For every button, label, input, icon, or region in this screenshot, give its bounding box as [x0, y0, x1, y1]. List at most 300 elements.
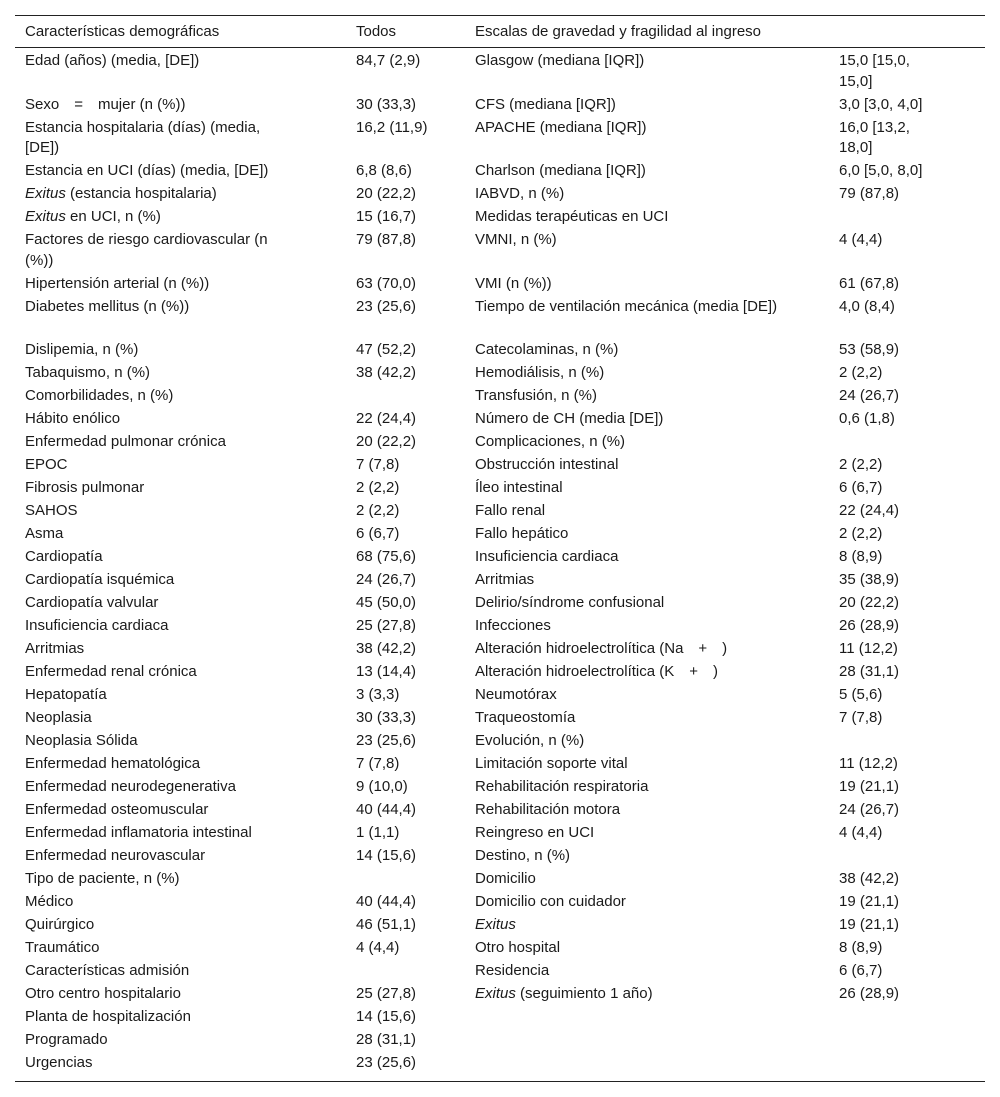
row-label: [475, 662, 785, 683]
row-label: [25, 409, 295, 430]
row-value: 20 (22,2): [839, 594, 900, 612]
row-value: 5 (5,6): [839, 686, 883, 703]
row-label: [25, 432, 295, 453]
row-label: [475, 432, 785, 453]
table-row: [25, 524, 485, 545]
row-label: [475, 409, 785, 430]
table-row: [25, 708, 485, 729]
table-row: [25, 340, 485, 361]
row-value: 2 (2,2): [839, 456, 883, 474]
row-label: [475, 478, 785, 499]
row-label: [475, 800, 785, 821]
table-row: [475, 161, 985, 182]
row-label: [25, 274, 295, 295]
row-label: [25, 118, 295, 159]
row-label: [25, 1007, 295, 1028]
table-row: [475, 207, 985, 228]
table-row: [475, 639, 985, 660]
row-label: [25, 593, 295, 614]
row-label: [475, 51, 785, 72]
row-value: 30 (33,3): [356, 95, 417, 113]
table-row: [475, 547, 985, 568]
row-label-text: Neoplasia Sólida: [25, 731, 138, 749]
table-row: [475, 230, 985, 271]
table-row: [475, 297, 985, 338]
row-label: [25, 1053, 295, 1074]
row-label-text: Edad (años) (media, [DE]): [25, 52, 200, 69]
table-row: [475, 662, 985, 683]
row-label: [475, 524, 785, 545]
row-label-text: en UCI, n (%): [65, 208, 161, 226]
table-row: [475, 570, 985, 591]
row-label: [25, 95, 295, 116]
table-row: [25, 1007, 485, 1028]
row-value: 11 (12,2): [839, 640, 898, 658]
row-label: [475, 386, 785, 407]
row-label-text: Hábito enólico: [25, 410, 121, 428]
row-label: [475, 118, 785, 139]
row-label: [475, 984, 785, 1005]
row-label-text: Neoplasia: [25, 708, 92, 726]
row-value: 16,2 (11,9): [356, 118, 428, 136]
table-row: [475, 984, 985, 1005]
row-label-text: Quirúrgico: [25, 915, 95, 933]
row-label: [475, 616, 785, 637]
row-label: [475, 274, 785, 295]
row-value: 26 (28,9): [839, 984, 900, 1002]
row-label: [25, 455, 295, 476]
row-value: 53 (58,9): [839, 341, 900, 359]
row-value: 1 (1,1): [356, 823, 400, 841]
row-label-text: Cardiopatía isquémica: [25, 571, 175, 589]
row-value: 2 (2,2): [839, 364, 883, 382]
table-row: [25, 184, 485, 205]
row-label-text: Tabaquismo, n (%): [25, 364, 151, 382]
row-label: [475, 754, 785, 775]
row-label: [475, 501, 785, 522]
row-label-text: Tipo de paciente, n (%): [25, 869, 180, 887]
row-label-text: Estancia en UCI (días) (media, [DE]): [25, 162, 269, 180]
row-label-text: Insuficiencia cardiaca: [475, 548, 619, 566]
table-row: [475, 800, 985, 821]
table-row: [475, 846, 985, 867]
row-label: [475, 547, 785, 568]
row-label: [475, 685, 785, 706]
row-value: 19 (21,1): [839, 777, 900, 795]
row-label: [25, 731, 295, 752]
table-row: [475, 616, 985, 637]
row-label: [475, 846, 785, 867]
row-value: 0,6 (1,8): [839, 410, 895, 428]
row-value: 28 (31,1): [839, 663, 900, 681]
row-value: 6,0 [5,0, 8,0]: [839, 162, 923, 180]
row-value: 6 (6,7): [839, 479, 883, 497]
row-label: [25, 478, 295, 499]
row-label: [25, 800, 295, 821]
table-row: [475, 95, 985, 116]
row-label: [25, 363, 295, 384]
table-row: [475, 455, 985, 476]
row-label: [25, 386, 295, 407]
table-row: [25, 938, 485, 959]
row-value: 23 (25,6): [356, 731, 417, 749]
table-row: [475, 118, 985, 159]
row-label: [25, 616, 295, 637]
row-label-text: Alteración hidroelectrolítica (Na + ): [475, 640, 728, 658]
row-label-text: VMNI, n (%): [475, 231, 557, 249]
row-value: 14 (15,6): [356, 1007, 417, 1025]
row-label-text: Urgencias: [25, 1053, 93, 1071]
row-label-text: Fibrosis pulmonar: [25, 479, 145, 497]
row-value: 61 (67,8): [839, 274, 900, 292]
left-column: [25, 51, 485, 1076]
row-label-text: Arritmias: [475, 571, 535, 589]
row-label-text: Programado: [25, 1030, 108, 1048]
row-label-text: Sexo = mujer (n (%)): [25, 95, 186, 113]
row-label: [25, 184, 295, 205]
row-label: [25, 501, 295, 522]
row-label: [475, 184, 785, 205]
table-row: [25, 455, 485, 476]
table-row: [25, 478, 485, 499]
row-value: 8 (8,9): [839, 938, 883, 956]
table-row: [475, 386, 985, 407]
row-value: 84,7 (2,9): [356, 52, 421, 69]
right-column: [475, 51, 985, 1007]
row-label-text: Íleo intestinal: [475, 479, 563, 497]
row-label-text: Limitación soporte vital: [475, 754, 628, 772]
row-value: 38 (42,2): [356, 364, 417, 382]
row-value: 3,0 [3,0, 4,0]: [839, 95, 923, 113]
table-row: [25, 593, 485, 614]
table-row: [25, 731, 485, 752]
table-row: [475, 184, 985, 205]
row-label-text: Enfermedad neurovascular: [25, 846, 206, 864]
row-value: 14 (15,6): [356, 846, 417, 864]
table-row: [25, 639, 485, 660]
row-value: 68 (75,6): [356, 548, 417, 566]
row-label-text: Cardiopatía: [25, 548, 103, 566]
row-label-text: Infecciones: [475, 617, 551, 635]
row-label: [475, 961, 785, 982]
row-label: [25, 846, 295, 867]
row-label-text: Traqueostomía: [475, 708, 576, 726]
table-row: [25, 800, 485, 821]
row-label-text: Enfermedad pulmonar crónica: [25, 433, 226, 451]
row-label-text: Enfermedad neurodegenerativa: [25, 777, 236, 795]
row-label-text: Catecolaminas, n (%): [475, 341, 619, 359]
row-label: [25, 547, 295, 568]
row-label: [25, 570, 295, 591]
row-label-text: Residencia: [475, 961, 550, 979]
table-row: [25, 616, 485, 637]
row-label-text: Planta de hospitalización: [25, 1007, 191, 1025]
row-label-text: (seguimiento 1 año): [515, 984, 653, 1002]
table-row: [25, 892, 485, 913]
table-row: [25, 363, 485, 384]
table-row: [475, 915, 985, 936]
row-label-text: Enfermedad osteomuscular: [25, 800, 209, 818]
row-label-text: Alteración hidroelectrolítica (K + ): [475, 663, 719, 681]
row-label: [475, 95, 785, 116]
row-label: [475, 230, 785, 251]
row-value: 28 (31,1): [356, 1030, 417, 1048]
row-value: 19 (21,1): [839, 915, 900, 933]
table-row: [25, 230, 485, 271]
row-label: [475, 455, 785, 476]
row-label-text: (estancia hospitalaria): [65, 185, 217, 203]
row-value: 15,0 [15,0, 15,0]: [839, 52, 910, 90]
row-value: 13 (14,4): [356, 663, 417, 681]
row-label-text: Arritmias: [25, 640, 85, 658]
table-row: [25, 685, 485, 706]
row-label-text: SAHOS: [25, 502, 78, 520]
row-label-text: Destino, n (%): [475, 846, 571, 864]
row-label-text: Enfermedad renal crónica: [25, 663, 197, 681]
row-label: [25, 524, 295, 545]
table-row: [25, 570, 485, 591]
row-label-text: Tiempo de ventilación mecánica (media [DE]): [475, 297, 778, 315]
row-label-text: Factores de riesgo cardiovascular (n (%)): [25, 231, 268, 269]
row-value: 6 (6,7): [356, 525, 400, 543]
row-value: 23 (25,6): [356, 297, 417, 315]
row-value: 2 (2,2): [356, 502, 400, 520]
row-value: 8 (8,9): [839, 548, 883, 566]
table-row: [475, 340, 985, 361]
row-label-text: Insuficiencia cardiaca: [25, 617, 169, 635]
table-row: [25, 501, 485, 522]
row-value: 20 (22,2): [356, 185, 417, 203]
row-label: [475, 731, 785, 752]
row-value: 7 (7,8): [356, 456, 400, 474]
row-value: 3 (3,3): [356, 686, 400, 703]
row-label-text: APACHE (mediana [IQR]): [475, 118, 647, 136]
row-label: [25, 892, 295, 913]
table-row: [475, 892, 985, 913]
table-row: [475, 432, 985, 453]
row-label-text: Complicaciones, n (%): [475, 433, 626, 451]
row-label-text: Obstrucción intestinal: [475, 456, 619, 474]
row-value: 9 (10,0): [356, 777, 408, 795]
row-label-text: VMI (n (%)): [475, 274, 552, 292]
table-row: [475, 478, 985, 499]
table-row: [475, 685, 985, 706]
row-label-text: EPOC: [25, 456, 68, 474]
row-label-text: Otro hospital: [475, 938, 561, 956]
row-label: [25, 754, 295, 775]
row-value: 15 (16,7): [356, 208, 417, 226]
row-label: [475, 639, 785, 660]
row-label: [475, 161, 785, 182]
row-label-text: Hipertensión arterial (n (%)): [25, 274, 210, 292]
row-label-text: Delirio/síndrome confusional: [475, 594, 665, 612]
table-row: [475, 593, 985, 614]
row-value: 23 (25,6): [356, 1053, 417, 1071]
row-label: [475, 363, 785, 384]
table-row: [475, 731, 985, 752]
row-label-text: Número de CH (media [DE]): [475, 410, 664, 428]
row-label: [25, 207, 295, 228]
row-value: 20 (22,2): [356, 433, 417, 451]
row-value: 4 (4,4): [356, 938, 400, 956]
table-row: [475, 869, 985, 890]
row-value: 6,8 (8,6): [356, 162, 412, 180]
row-value: 40 (44,4): [356, 892, 417, 910]
table-row: [475, 708, 985, 729]
row-value: 2 (2,2): [356, 479, 400, 497]
row-label-text: Enfermedad inflamatoria intestinal: [25, 823, 252, 841]
row-value: 25 (27,8): [356, 984, 417, 1002]
row-label: [25, 1030, 295, 1051]
row-label-text: Médico: [25, 892, 74, 910]
row-label: [475, 297, 785, 318]
row-value: 4,0 (8,4): [839, 297, 895, 315]
row-label-text: Dislipemia, n (%): [25, 341, 139, 359]
row-label: [475, 777, 785, 798]
table-row: [25, 118, 485, 159]
row-value: 63 (70,0): [356, 274, 417, 292]
table-row: [475, 501, 985, 522]
row-label: [25, 915, 295, 936]
row-label: [475, 708, 785, 729]
table-row: [475, 823, 985, 844]
row-value: 2 (2,2): [839, 525, 883, 543]
row-label: [25, 984, 295, 1005]
row-label-text: Traumático: [25, 938, 100, 956]
header-demographics: Características demográficas: [25, 23, 220, 40]
row-label: [25, 340, 295, 361]
row-label-text: Enfermedad hematológica: [25, 754, 201, 772]
row-value: 30 (33,3): [356, 708, 417, 726]
row-label: [25, 161, 295, 182]
table-row: [25, 984, 485, 1005]
row-label-text: Rehabilitación respiratoria: [475, 777, 649, 795]
row-label-text: Medidas terapéuticas en UCI: [475, 208, 669, 226]
row-label-text: Charlson (mediana [IQR]): [475, 162, 646, 180]
table-row: [25, 297, 485, 338]
table-row: [25, 409, 485, 430]
table-row: [25, 207, 485, 228]
row-label-text: Características admisión: [25, 961, 190, 979]
table-row: [25, 161, 485, 182]
table-row: [25, 915, 485, 936]
row-label: [25, 639, 295, 660]
table-row: [475, 961, 985, 982]
row-label-text: Domicilio: [475, 869, 536, 887]
table-row: [25, 846, 485, 867]
row-label-text: Estancia hospitalaria (días) (media, [DE]): [25, 118, 261, 157]
table-row: [25, 1030, 485, 1051]
row-label-text: CFS (mediana [IQR]): [475, 95, 616, 113]
table-row: [25, 1053, 485, 1074]
row-label-italic: Exitus: [475, 915, 516, 933]
row-label-text: Neumotórax: [475, 686, 557, 703]
row-label: [25, 938, 295, 959]
row-label: [475, 340, 785, 361]
row-label-text: Cardiopatía valvular: [25, 594, 159, 612]
table-row: [25, 777, 485, 798]
row-label: [475, 593, 785, 614]
row-label: [25, 961, 295, 982]
table-row: [475, 777, 985, 798]
row-label: [475, 892, 785, 913]
table-row: [475, 938, 985, 959]
table-row: [25, 961, 485, 982]
row-label: [25, 708, 295, 729]
table-header: [15, 15, 985, 48]
row-label-text: Hepatopatía: [25, 686, 107, 703]
row-label-italic: Exitus: [475, 984, 516, 1002]
row-label: [475, 869, 785, 890]
row-label: [25, 297, 295, 318]
table-row: [25, 432, 485, 453]
table-row: [25, 547, 485, 568]
row-value: 24 (26,7): [839, 800, 900, 818]
table-row: [475, 51, 985, 92]
row-label-text: Fallo renal: [475, 502, 546, 520]
table-row: [25, 662, 485, 683]
data-table: [15, 15, 985, 1082]
row-value: 35 (38,9): [839, 571, 900, 589]
header-all: Todos: [356, 23, 397, 40]
row-label-text: Reingreso en UCI: [475, 823, 595, 841]
row-label: [25, 51, 295, 72]
table-row: [25, 386, 485, 407]
row-value: 79 (87,8): [356, 231, 417, 249]
row-value: 19 (21,1): [839, 892, 900, 910]
row-value: 16,0 [13,2, 18,0]: [839, 118, 910, 157]
row-label-text: Hemodiálisis, n (%): [475, 364, 605, 382]
row-label: [475, 938, 785, 959]
table-row: [25, 754, 485, 775]
row-label-italic: Exitus: [25, 185, 66, 203]
row-label-text: Otro centro hospitalario: [25, 984, 181, 1002]
row-label-text: Rehabilitación motora: [475, 800, 621, 818]
table-row: [25, 869, 485, 890]
table-row: [475, 524, 985, 545]
row-value: 22 (24,4): [356, 410, 417, 428]
row-value: 22 (24,4): [839, 502, 900, 520]
table-row: [25, 823, 485, 844]
row-value: 38 (42,2): [839, 869, 900, 887]
row-value: 11 (12,2): [839, 754, 898, 772]
table-row: [475, 409, 985, 430]
row-value: 7 (7,8): [356, 754, 400, 772]
row-value: 24 (26,7): [356, 571, 417, 589]
row-label: [475, 207, 785, 228]
row-value: 4 (4,4): [839, 231, 883, 249]
row-value: 40 (44,4): [356, 800, 417, 818]
row-value: 45 (50,0): [356, 594, 417, 612]
row-label-italic: Exitus: [25, 208, 66, 226]
table-row: [25, 51, 485, 92]
row-label-text: Domicilio con cuidador: [475, 892, 626, 910]
row-label: [25, 685, 295, 706]
row-label-text: Comorbilidades, n (%): [25, 387, 174, 405]
row-value: 79 (87,8): [839, 185, 900, 203]
row-value: 24 (26,7): [839, 387, 900, 405]
row-label: [25, 777, 295, 798]
row-value: 38 (42,2): [356, 640, 417, 658]
row-label: [25, 869, 295, 890]
row-value: 25 (27,8): [356, 617, 417, 635]
header-severity-scales: Escalas de gravedad y fragilidad al ingreso: [475, 23, 762, 40]
row-label: [475, 915, 785, 936]
row-label-text: Transfusión, n (%): [475, 387, 597, 405]
row-label: [25, 230, 295, 271]
row-value: 26 (28,9): [839, 617, 900, 635]
row-label-text: Asma: [25, 525, 64, 543]
